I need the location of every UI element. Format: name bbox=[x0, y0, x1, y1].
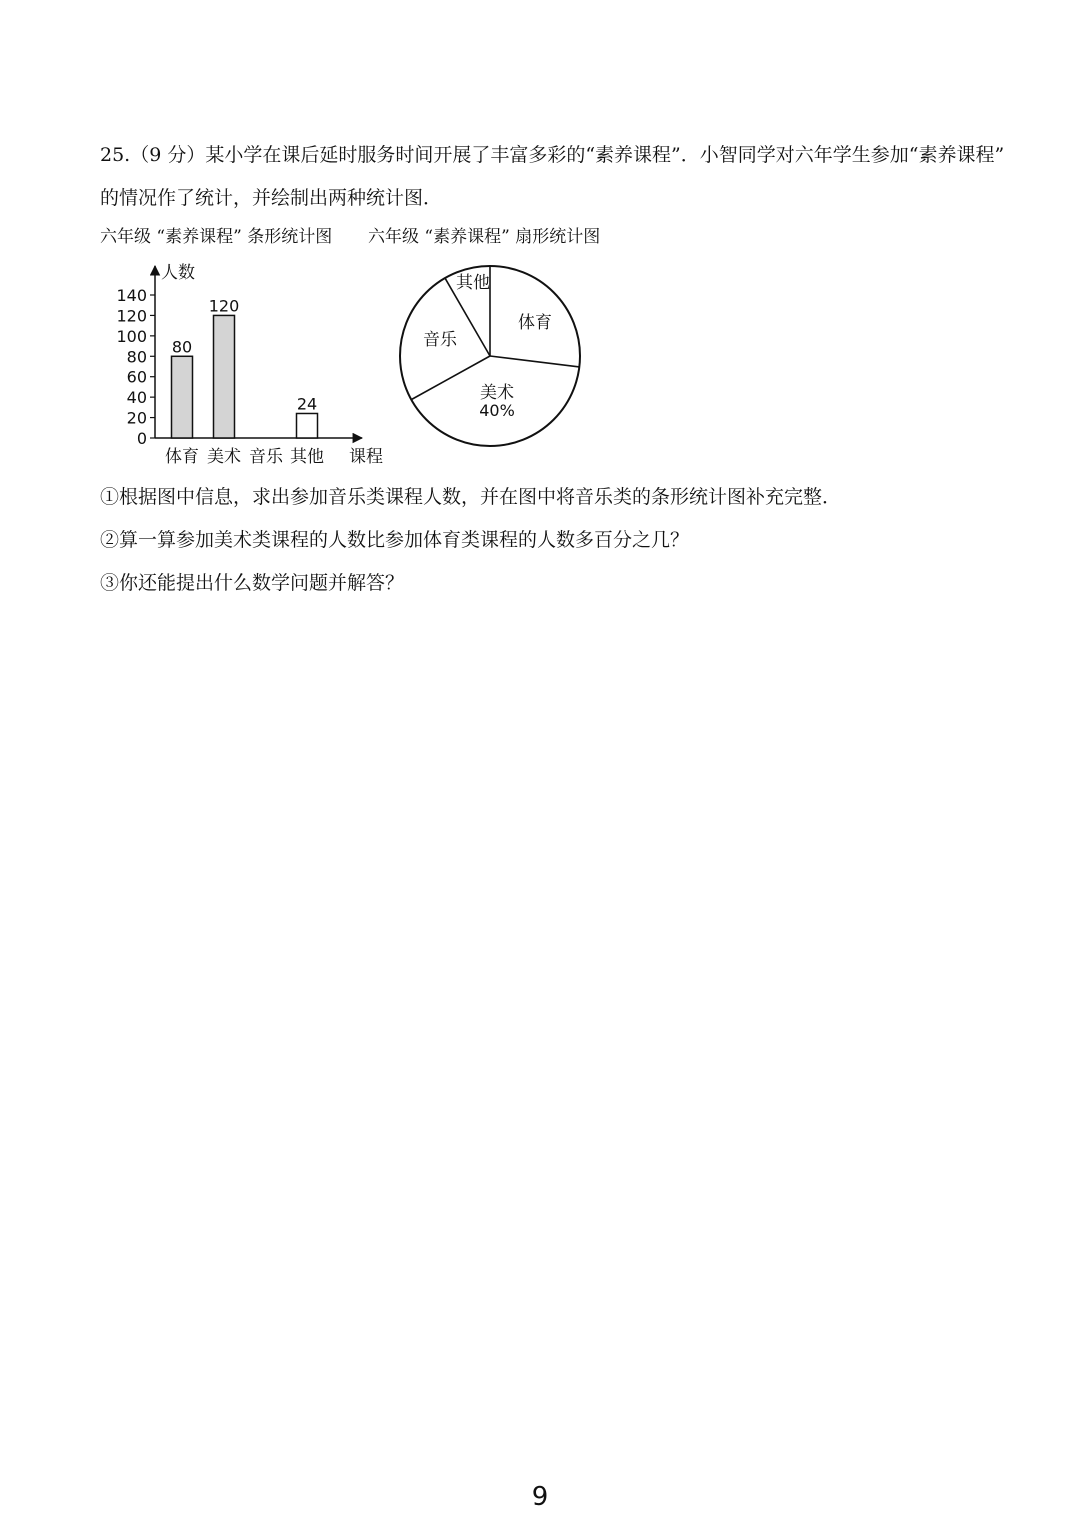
bar-其他 bbox=[297, 413, 318, 438]
bar-data-label: 120 bbox=[208, 296, 240, 316]
x-tick-label: 音乐 bbox=[249, 447, 283, 467]
bars bbox=[165, 296, 324, 467]
bar-chart bbox=[116, 263, 383, 467]
y-tick-label: 0 bbox=[136, 429, 147, 448]
y-tick-label: 120 bbox=[116, 306, 147, 326]
question-stem-line-1: 25.（9 分）某小学在课后延时服务时间开展了丰富多彩的“素养课程”．小智同学对六年学生参加“素养课程” bbox=[100, 144, 1005, 166]
pie-chart-title: 六年级 “素养课程” 扇形统计图 bbox=[368, 227, 601, 247]
bar-data-label: 24 bbox=[296, 394, 318, 414]
pie-slice-label: 其他 bbox=[456, 273, 490, 293]
bar-体育 bbox=[172, 356, 193, 438]
x-tick-label: 美术 bbox=[207, 447, 241, 467]
y-tick-label: 60 bbox=[126, 367, 147, 387]
x-tick-label: 体育 bbox=[165, 447, 199, 467]
pie-chart bbox=[400, 266, 580, 446]
y-tick-label: 80 bbox=[126, 347, 147, 367]
y-ticks bbox=[116, 286, 155, 448]
question-item-2: ②算一算参加美术类课程的人数比参加体育类课程的人数多百分之几？ bbox=[100, 529, 690, 551]
page-number: 9 bbox=[531, 1482, 549, 1512]
y-axis-label: 人数 bbox=[161, 263, 195, 283]
bar-data-label: 80 bbox=[171, 337, 193, 357]
bar-美术 bbox=[214, 315, 235, 438]
pie-slice-value-label: 40% bbox=[479, 401, 515, 420]
y-tick-label: 40 bbox=[126, 388, 147, 408]
y-tick-label: 100 bbox=[116, 326, 147, 346]
charts-figure bbox=[0, 0, 1080, 480]
x-axis-label: 课程 bbox=[349, 447, 383, 467]
pie-slice-label: 美术 bbox=[480, 383, 514, 403]
pie-slice-label: 音乐 bbox=[423, 330, 457, 350]
question-item-1: ①根据图中信息，求出参加音乐类课程人数，并在图中将音乐类的条形统计图补充完整． bbox=[100, 486, 842, 508]
x-tick-label: 其他 bbox=[290, 447, 324, 467]
y-tick-label: 20 bbox=[126, 408, 147, 428]
y-tick-label: 140 bbox=[116, 286, 147, 305]
pie-slice-label: 体育 bbox=[518, 313, 552, 333]
bar-chart-title: 六年级 “素养课程” 条形统计图 bbox=[100, 227, 333, 247]
question-item-3: ③你还能提出什么数学问题并解答？ bbox=[100, 572, 405, 594]
question-stem-line-2: 的情况作了统计，并绘制出两种统计图． bbox=[100, 187, 443, 209]
